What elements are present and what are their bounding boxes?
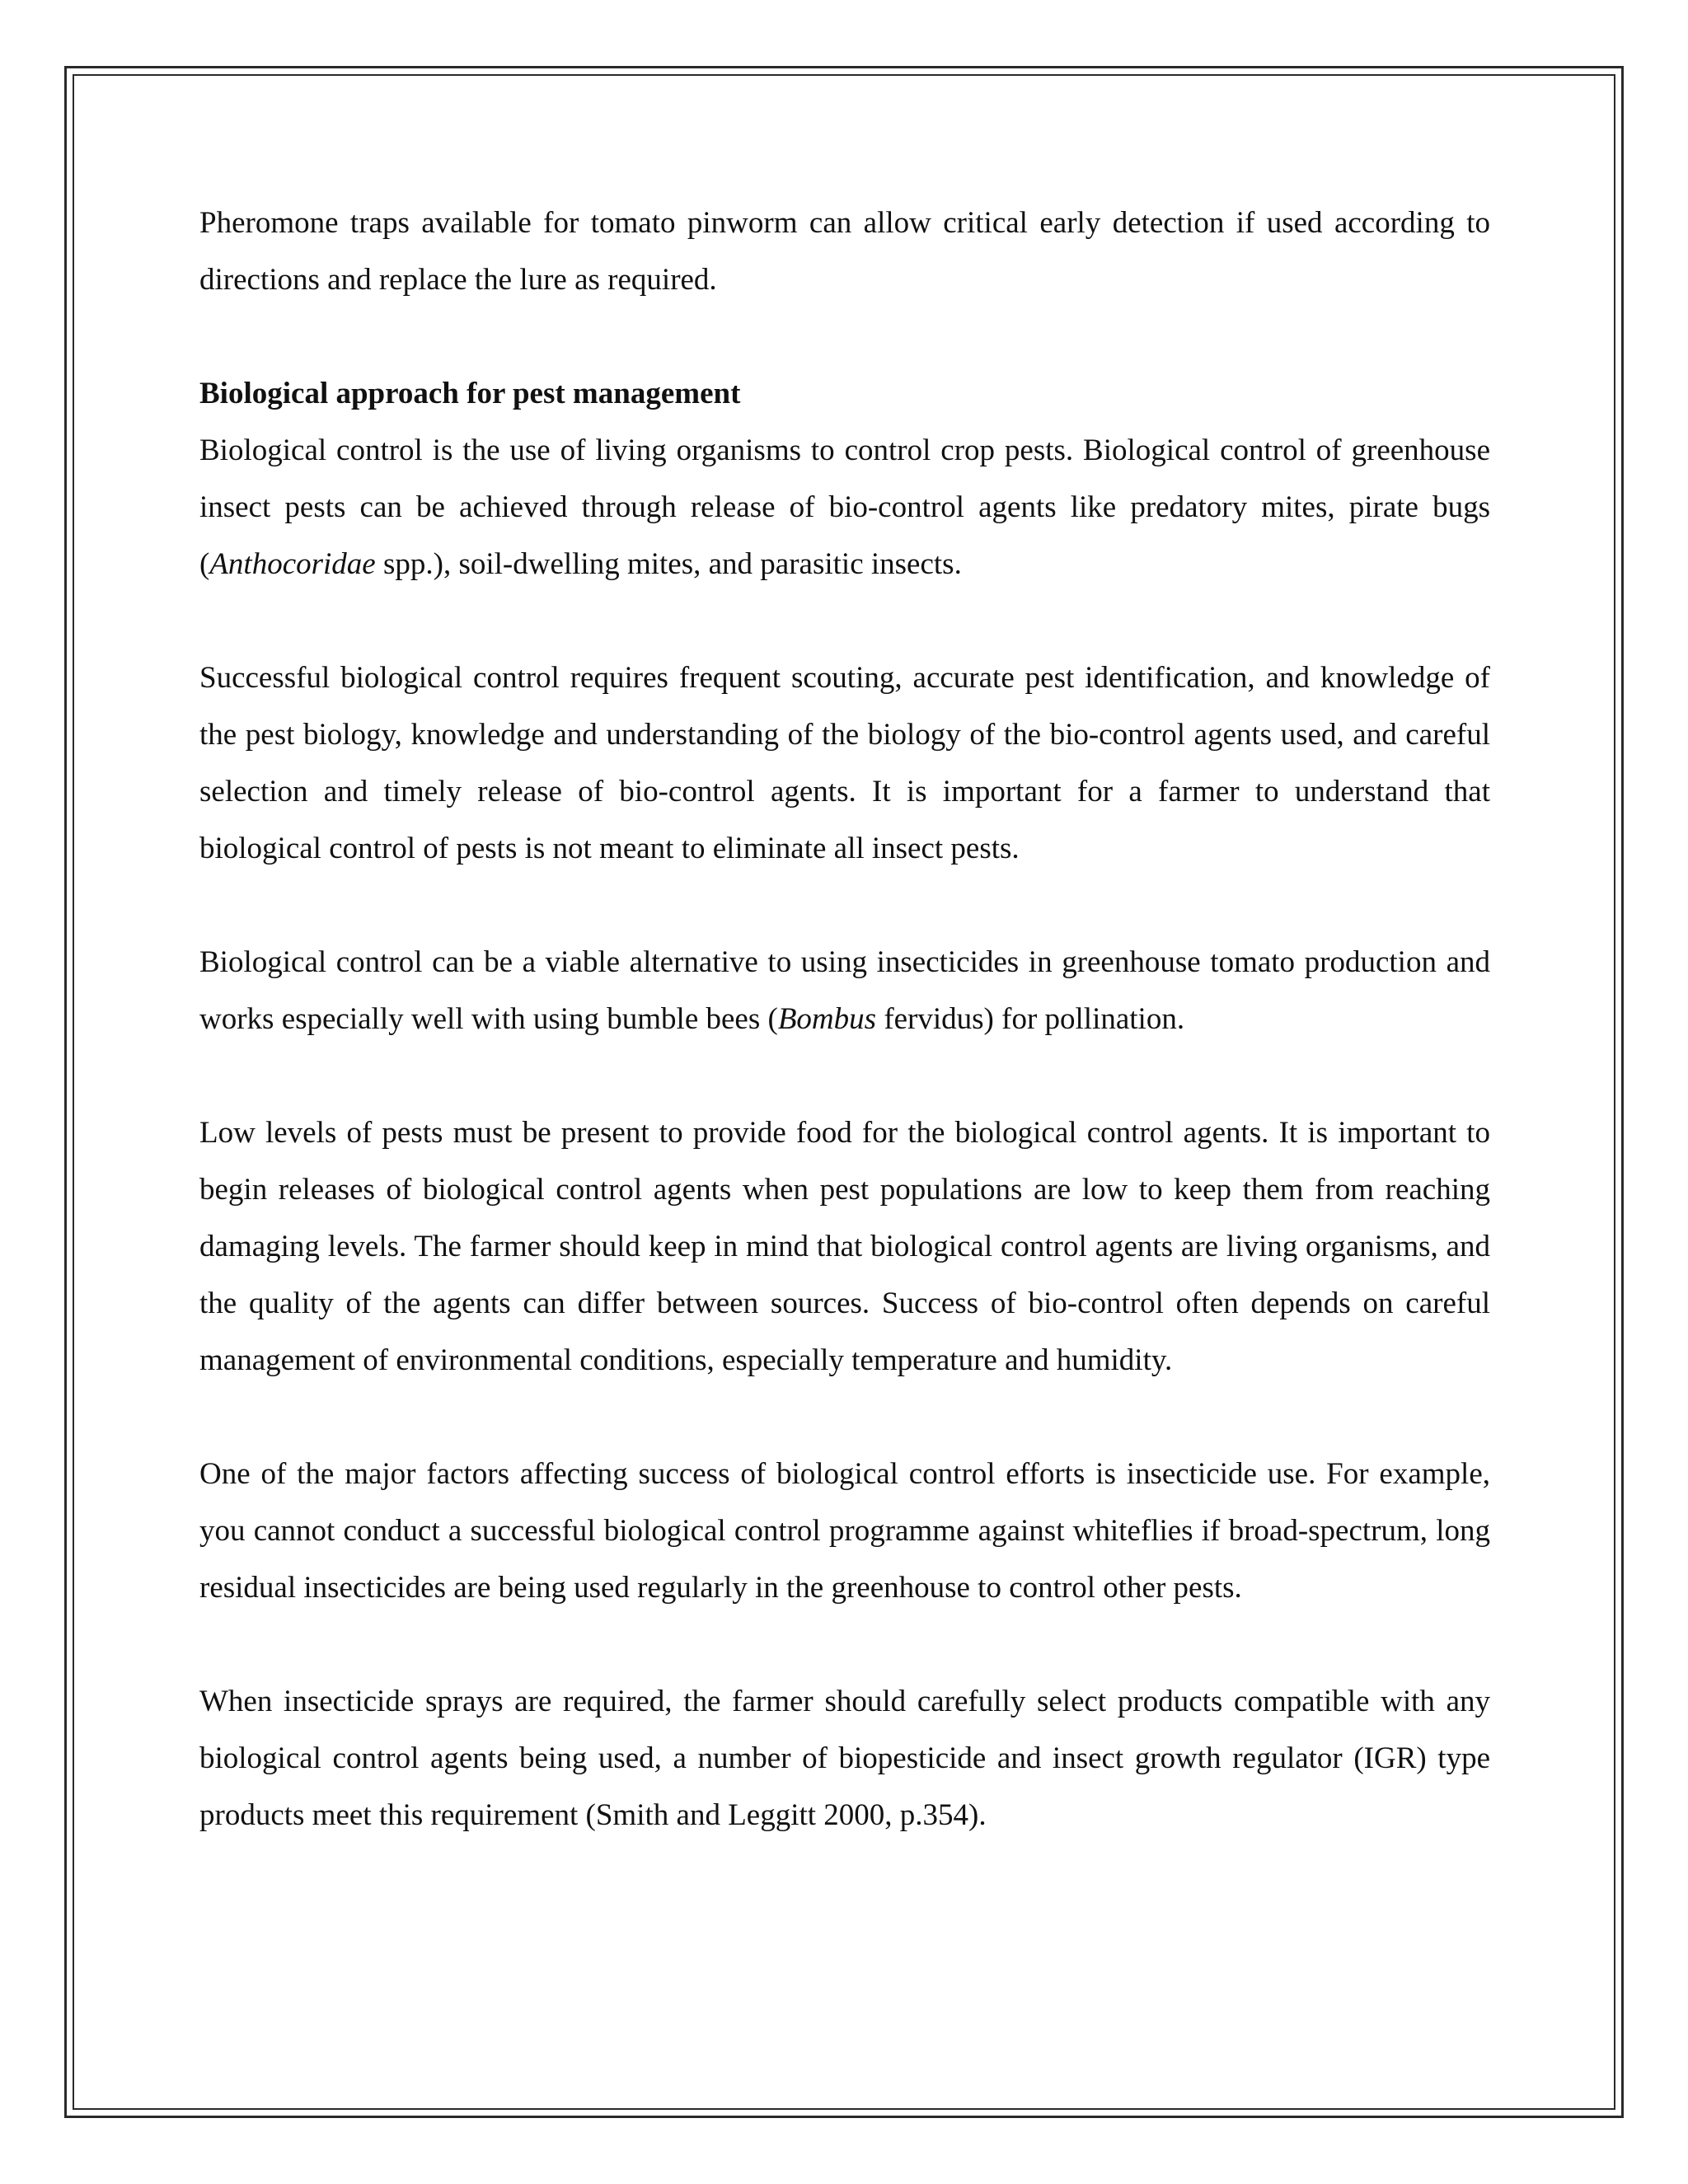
paragraph-spacer [199,308,1490,365]
paragraph-spacer [199,1616,1490,1673]
paragraph-spacer [199,1389,1490,1446]
text-run: Biological control is the use of living organisms to control crop pests. Biological control of greenhouse insect pests can be achieved through release of bio-control agents like predatory mites, pirate bugs ( [199,434,1490,581]
paragraph-spacer [199,877,1490,934]
document-body [199,194,1490,1844]
text-run: Biological control can be a viable alternative to using insecticides in greenhouse tomato production and works especially well with using bumble bees ( [199,945,1490,1036]
text-run: fervidus) for pollination. [876,1002,1185,1036]
paragraph-low-pest-levels: Low levels of pests must be present to provide food for the biological control agents. It is important to begin releases of biological control agents when pest populations are low to keep them from reaching damaging levels. The farmer should keep in mind that biological control agents are living organisms, and the quality of the agents can differ between sources. Success of bio-control often depends on careful management of environmental conditions, especially temperature and humidity. [199,1116,1490,1377]
italic-taxon: Bombus [777,1002,877,1036]
paragraph-spacer [199,1047,1490,1104]
paragraph-insecticide-use: One of the major factors affecting success of biological control efforts is insecticide use. For example, you cannot conduct a successful biological control programme against whiteflies if broad-spectrum, long residual insecticides are being used regularly in the greenhouse to control other pests. [199,1457,1490,1605]
paragraph-viable-alternative [199,934,1490,1047]
italic-taxon: Anthocoridae [209,547,376,581]
paragraph-successful-control: Successful biological control requires frequent scouting, accurate pest identification, and knowledge of the pest biology, knowledge and understanding of the biology of the bio-control agents used, and careful selection and timely release of bio-control agents. It is important for a farmer to understand that biological control of pests is not meant to eliminate all insect pests. [199,661,1490,865]
section-heading: Biological approach for pest management [199,377,741,410]
paragraph-spacer [199,593,1490,649]
paragraph-pheromone-traps: Pheromone traps available for tomato pinworm can allow critical early detection if used according to directions and replace the lure as required. [199,206,1490,297]
paragraph-biological-control-definition [199,422,1490,593]
text-run: spp.), soil-dwelling mites, and parasitic insects. [375,547,962,581]
paragraph-insecticide-sprays: When insecticide sprays are required, the farmer should carefully select products compatible with any biological control agents being used, a number of biopesticide and insect growth regulator (IGR) type products meet this requirement (Smith and Leggitt 2000, p.354). [199,1685,1490,1832]
